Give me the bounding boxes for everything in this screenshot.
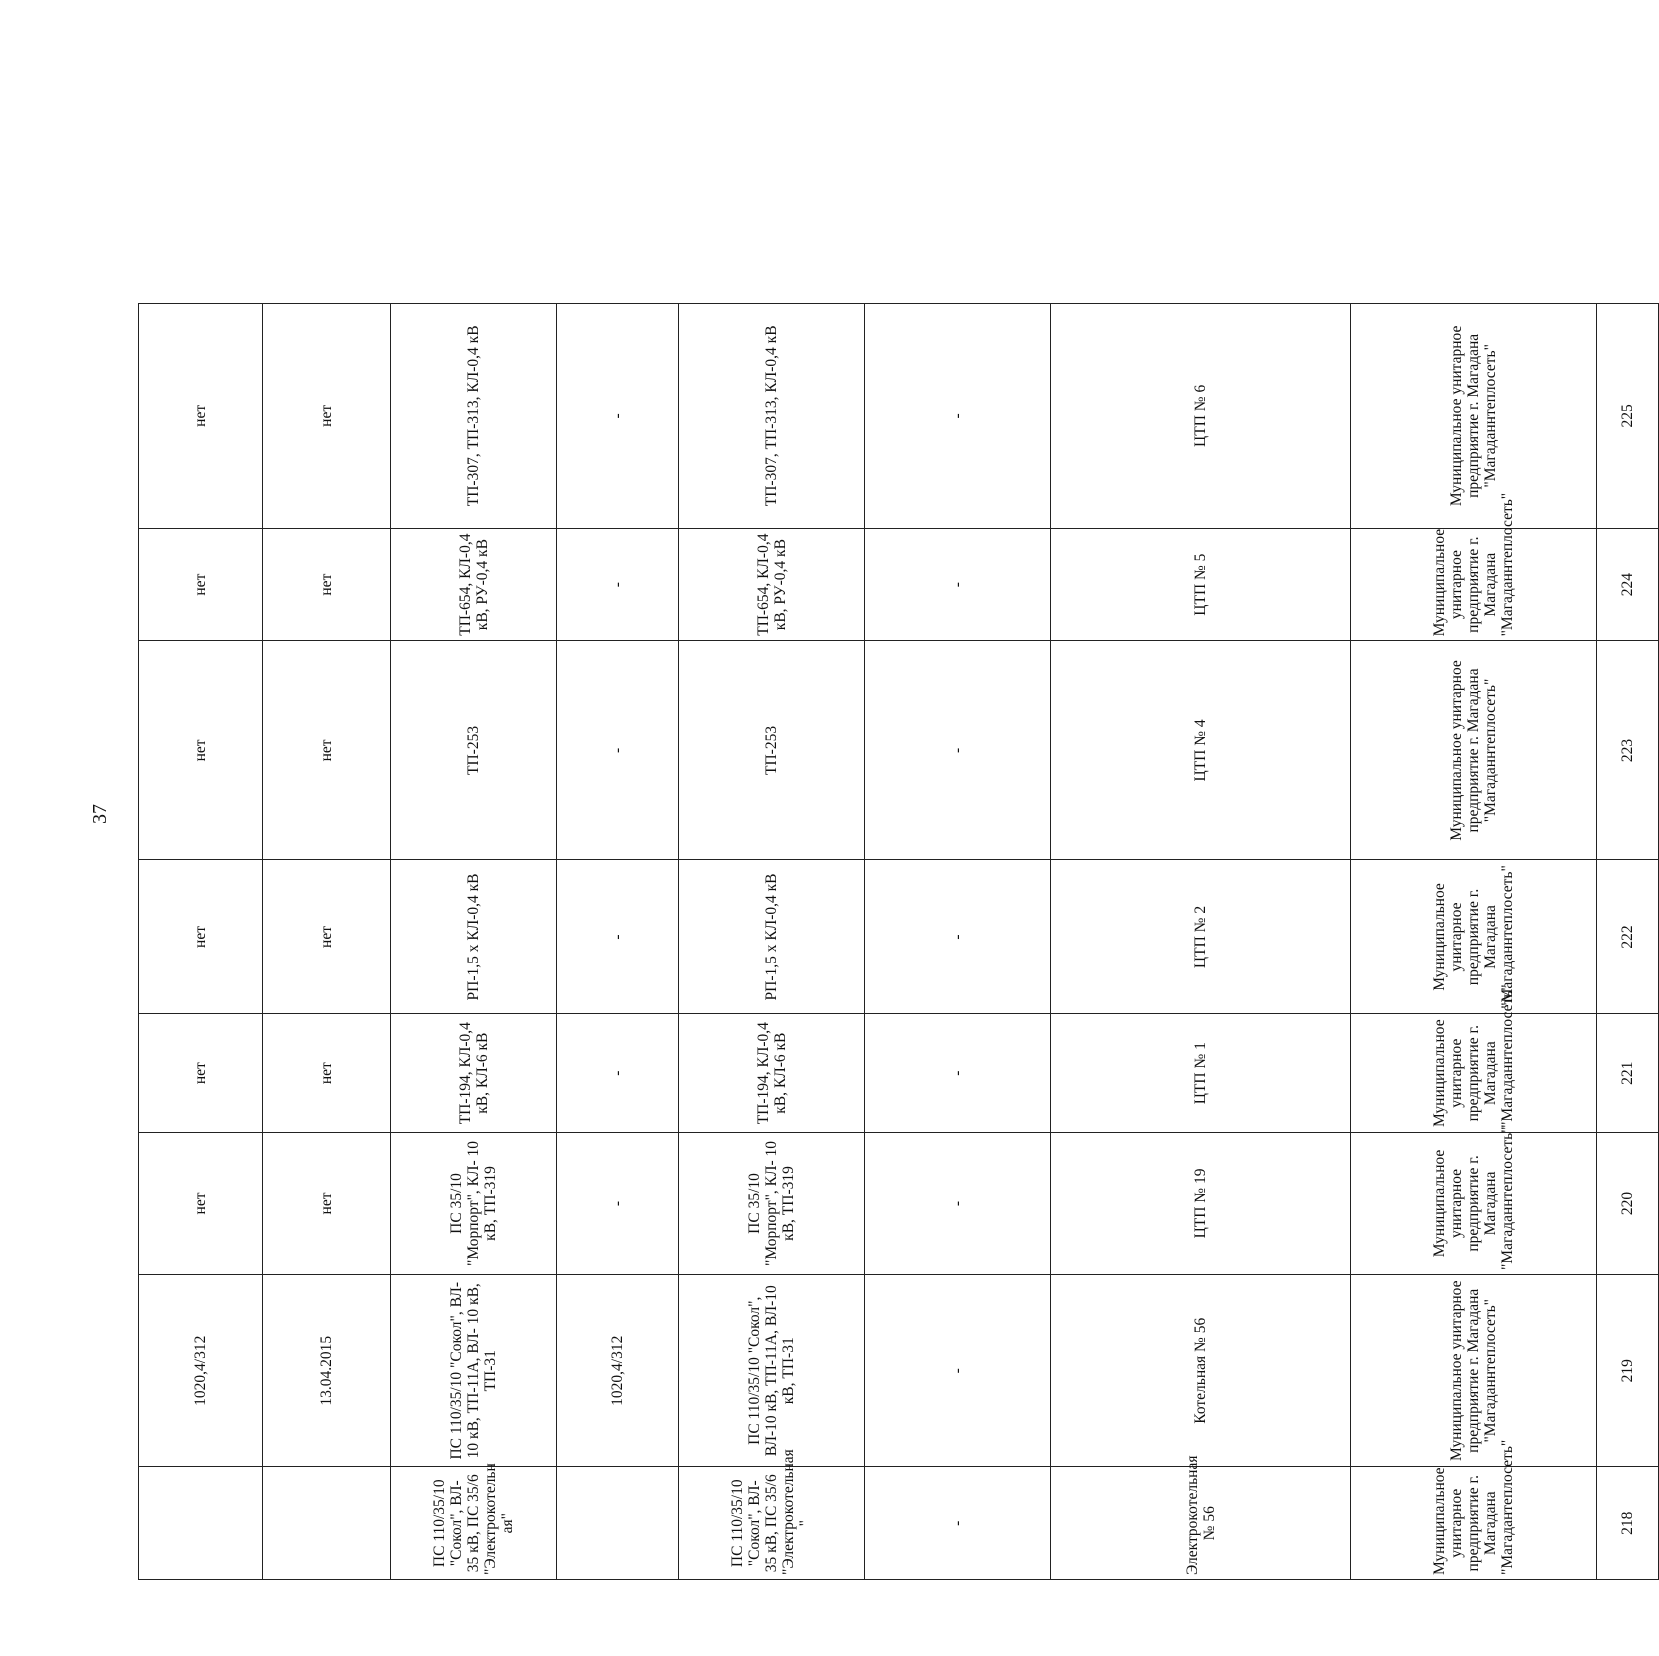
cell-object: Котельная № 56: [1051, 1275, 1351, 1467]
cell-c7: нет: [263, 528, 391, 641]
cell-c5: -: [557, 303, 679, 528]
cell-c3: -: [865, 1275, 1051, 1467]
cell-c5: -: [557, 641, 679, 860]
cell-c3: -: [865, 860, 1051, 1014]
cell-c8: нет: [139, 860, 263, 1014]
cell-org: Муниципальное унитарное предприятие г. Магадана "Магаданнтеплосеть": [1351, 303, 1597, 528]
cell-c6: ПС 110/35/10 "Сокол", ВЛ- 35 кВ, ПС 35/6 "Электрокотельн ая": [391, 1467, 557, 1580]
cell-c7: нет: [263, 1014, 391, 1132]
cell-object: ЦТП № 6: [1051, 303, 1351, 528]
cell-c7: нет: [263, 860, 391, 1014]
cell-org: Муниципальное унитарное предприятие г. Магадана "Магаданнтеплосеть": [1351, 641, 1597, 860]
cell-object: ЦТП № 1: [1051, 1014, 1351, 1132]
cell-org: Муниципальное унитарное предприятие г. Магадана "Магадантеплосеть": [1351, 1467, 1597, 1580]
cell-c4: ПС 35/10 "Морпорт", КЛ- 10 кВ, ТП-319: [679, 1132, 865, 1274]
cell-c8: [139, 1467, 263, 1580]
cell-c6: ТП-654, КЛ-0,4 кВ, РУ-0,4 кВ: [391, 528, 557, 641]
cell-row-number: 224: [1597, 528, 1659, 641]
cell-c5: -: [557, 1014, 679, 1132]
cell-org: Муниципальное унитарное предприятие г. Магадана "Магаданнтеплосеть": [1351, 528, 1597, 641]
cell-c3: -: [865, 303, 1051, 528]
table-row: [865, 61, 1051, 1580]
cell-c6: ТП-307, ТП-313, КЛ-0,4 кВ: [391, 303, 557, 528]
cell-row-number: 219: [1597, 1275, 1659, 1467]
cell-org: Муниципальное унитарное предприятие г. Магадана "Магаданнтеплосеть": [1351, 1132, 1597, 1274]
cell-c8: нет: [139, 528, 263, 641]
cell-c8: нет: [139, 303, 263, 528]
cell-org: Муниципальное унитарное предприятие г. Магадана "Магаданнтеплосеть": [1351, 1275, 1597, 1467]
cell-c8: нет: [139, 1132, 263, 1274]
cell-c7: [263, 1467, 391, 1580]
cell-c3: -: [865, 528, 1051, 641]
table-row: [557, 61, 679, 1580]
cell-object: ЦТП № 5: [1051, 528, 1351, 641]
cell-c5: -: [557, 860, 679, 1014]
rotated-table-container: [138, 60, 1636, 1580]
cell-c3: -: [865, 1132, 1051, 1274]
cell-object: ЦТП № 4: [1051, 641, 1351, 860]
cell-c4: ТП-307, ТП-313, КЛ-0,4 кВ: [679, 303, 865, 528]
table-row: [1597, 61, 1659, 1580]
cell-c7: 13.04.2015: [263, 1275, 391, 1467]
cell-c7: нет: [263, 641, 391, 860]
table-row: [1051, 61, 1351, 1580]
cell-c6: ТП-194, КЛ-0,4 кВ, КЛ-6 кВ: [391, 1014, 557, 1132]
cell-org: Муниципальное унитарное предприятие г. Магадана "Магаданнтеплосеть": [1351, 860, 1597, 1014]
cell-c4: ПС 110/35/10 "Сокол", ВЛ-10 кВ, ТП-11А, ВЛ-10 кВ, ТП-31: [679, 1275, 865, 1467]
cell-row-number: 221: [1597, 1014, 1659, 1132]
cell-row-number: 223: [1597, 641, 1659, 860]
data-table: [138, 60, 1659, 1580]
cell-c4: ТП-253: [679, 641, 865, 860]
cell-object: Электрокотельная № 56: [1051, 1467, 1351, 1580]
cell-c7: нет: [263, 303, 391, 528]
cell-c8: 1020,4/312: [139, 1275, 263, 1467]
cell-c4: ТП-654, КЛ-0,4 кВ, РУ-0,4 кВ: [679, 528, 865, 641]
cell-c4: ТП-194, КЛ-0,4 кВ, КЛ-6 кВ: [679, 1014, 865, 1132]
cell-row-number: 225: [1597, 303, 1659, 528]
cell-c5: -: [557, 1132, 679, 1274]
table-row: [263, 61, 391, 1580]
cell-c5: [557, 1467, 679, 1580]
cell-c6: ПС 35/10 "Морпорт", КЛ- 10 кВ, ТП-319: [391, 1132, 557, 1274]
cell-c7: нет: [263, 1132, 391, 1274]
cell-c4: РП-1,5 х КЛ-0,4 кВ: [679, 860, 865, 1014]
cell-c6: РП-1,5 х КЛ-0,4 кВ: [391, 860, 557, 1014]
page-number: 37: [89, 804, 111, 824]
cell-row-number: 220: [1597, 1132, 1659, 1274]
table-row: [1351, 61, 1597, 1580]
cell-c3: -: [865, 641, 1051, 860]
cell-c8: нет: [139, 641, 263, 860]
table-row: [391, 61, 557, 1580]
cell-c3: -: [865, 1014, 1051, 1132]
table-row: [139, 61, 263, 1580]
cell-c5: -: [557, 528, 679, 641]
cell-org: Муниципальное унитарное предприятие г. Магадана "Магаданнтеплосеть": [1351, 1014, 1597, 1132]
cell-row-number: 222: [1597, 860, 1659, 1014]
cell-object: ЦТП № 2: [1051, 860, 1351, 1014]
cell-c3: -: [865, 1467, 1051, 1580]
cell-c6: ТП-253: [391, 641, 557, 860]
table-row: [679, 61, 865, 1580]
cell-c6: ПС 110/35/10 "Сокол", ВЛ- 10 кВ, ТП-11А, ВЛ- 10 кВ, ТП-31: [391, 1275, 557, 1467]
cell-c4: ПС 110/35/10 "Сокол", ВЛ- 35 кВ, ПС 35/6 "Электрокотельная ": [679, 1467, 865, 1580]
cell-row-number: 218: [1597, 1467, 1659, 1580]
cell-c5: 1020,4/312: [557, 1275, 679, 1467]
cell-object: ЦТП № 19: [1051, 1132, 1351, 1274]
cell-c8: нет: [139, 1014, 263, 1132]
